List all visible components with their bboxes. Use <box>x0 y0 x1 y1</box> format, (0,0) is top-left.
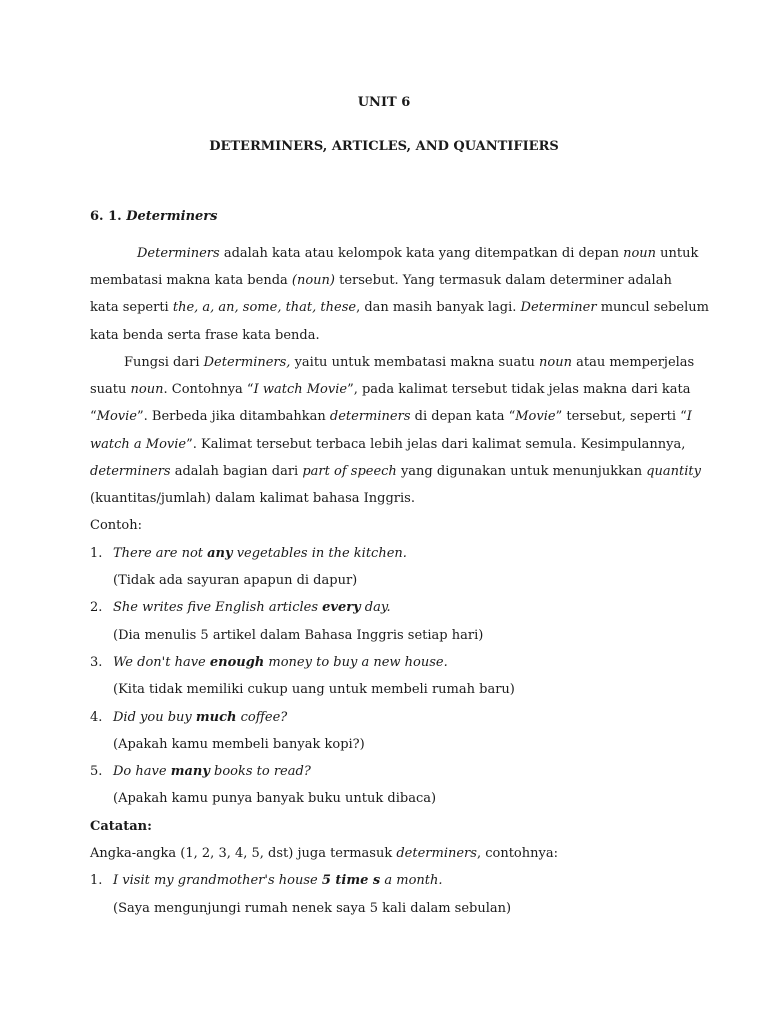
key-determiner: much <box>195 710 237 725</box>
text: tersebut. Yang termasuk dalam determiner adalah <box>335 273 672 288</box>
example-translation: (Tidak ada sayuran apapun di dapur) <box>113 573 358 588</box>
catatan-intro <box>90 847 558 860</box>
paragraph-2-line-6: (kuantitas/jumlah) dalam kalimat bahasa Inggris. <box>90 491 415 506</box>
paragraph-1-line-4: kata benda serta frase kata benda. <box>90 328 320 343</box>
text: adalah bagian dari <box>170 464 303 479</box>
term: I watch Movie <box>253 382 348 397</box>
item-number: 4. <box>90 710 103 725</box>
item-number: 2. <box>90 600 103 615</box>
term: determiners <box>329 409 411 424</box>
text: day. <box>360 600 391 615</box>
section-number: 6. 1. <box>90 209 122 224</box>
term: Determiners, <box>203 355 291 370</box>
text: Angka-angka (1, 2, 3, 4, 5, dst) juga termasuk <box>90 846 397 861</box>
catatan-label: Catatan: <box>90 819 152 834</box>
paragraph-1-line-3 <box>90 300 709 315</box>
text: There are not <box>113 546 208 561</box>
text: , dan masih banyak lagi. <box>356 300 521 315</box>
paragraph-2-line-1 <box>124 356 694 369</box>
example-translation: (Apakah kamu punya banyak buku untuk dibaca) <box>113 791 437 806</box>
key-determiner: any <box>207 546 233 561</box>
text: She writes five English articles <box>113 600 323 615</box>
example-translation: (Dia menulis 5 artikel dalam Bahasa Inggris setiap hari) <box>113 628 484 643</box>
paragraph-2-line-2 <box>90 383 690 396</box>
term: Movie <box>96 409 137 424</box>
example-sentence <box>113 711 287 724</box>
term: noun <box>623 246 657 261</box>
text: ”, pada kalimat tersebut tidak jelas makna dari kata <box>347 382 691 397</box>
text: vegetables in the kitchen. <box>232 546 407 561</box>
term: part of speech <box>302 464 397 479</box>
text: coffee? <box>236 710 288 725</box>
text: di depan kata “ <box>410 409 516 424</box>
text: muncul sebelum <box>596 300 709 315</box>
text: a month. <box>380 873 443 888</box>
text: ” tersebut, seperti “ <box>555 409 687 424</box>
text: yang digunakan untuk menunjukkan <box>396 464 647 479</box>
text: suatu <box>90 382 131 397</box>
item-number: 1. <box>90 546 103 561</box>
key-determiner: every <box>322 600 361 615</box>
key-determiner: many <box>170 764 210 779</box>
example-sentence <box>113 601 391 614</box>
text: membatasi makna kata benda <box>90 273 292 288</box>
term: noun <box>539 355 572 370</box>
example-sentence <box>113 656 448 669</box>
term: determiners <box>90 464 171 479</box>
text: untuk <box>656 246 699 261</box>
text: I visit my grandmother's house <box>113 873 322 888</box>
text: . Contohnya “ <box>163 382 254 397</box>
text: “ <box>90 409 97 424</box>
text: atau memperjelas <box>571 355 695 370</box>
unit-heading: UNIT 6 <box>357 95 411 110</box>
text: ”. Kalimat tersebut terbaca lebih jelas dari kalimat semula. Kesimpulannya, <box>186 437 686 452</box>
text: , contohnya: <box>476 846 558 861</box>
paragraph-1-line-1 <box>137 246 699 261</box>
text: Did you buy <box>113 710 196 725</box>
paragraph-1-line-2 <box>90 274 678 287</box>
term: the, a, an, some, that, these <box>172 300 357 315</box>
term: Determiners <box>137 246 220 261</box>
term: Determiner <box>520 300 597 315</box>
text: Fungsi dari <box>124 355 204 370</box>
paragraph-2-line-4 <box>90 438 685 451</box>
text: yaitu untuk membatasi makna suatu <box>290 355 540 370</box>
term: I <box>686 409 692 424</box>
example-sentence <box>113 874 443 887</box>
term: watch a Movie <box>90 437 187 452</box>
paragraph-2-line-3 <box>90 410 692 423</box>
example-translation: (Kita tidak memiliki cukup uang untuk membeli rumah baru) <box>113 682 515 697</box>
example-translation: (Apakah kamu membeli banyak kopi?) <box>113 737 365 752</box>
item-number: 1. <box>90 873 103 888</box>
section-heading <box>90 210 217 223</box>
term: (noun) <box>291 273 335 288</box>
text: ”. Berbeda jika ditambahkan <box>137 409 330 424</box>
text: We don't have <box>113 655 210 670</box>
text: money to buy a new house. <box>264 655 448 670</box>
page-title: DETERMINERS, ARTICLES, AND QUANTIFIERS <box>209 139 559 154</box>
term: noun <box>130 382 164 397</box>
term: Movie <box>515 409 556 424</box>
example-sentence <box>113 765 311 778</box>
text: Do have <box>113 764 171 779</box>
paragraph-2-line-5 <box>90 465 701 478</box>
section-name: Determiners <box>126 209 218 224</box>
term: quantity <box>646 464 701 479</box>
example-sentence <box>113 547 407 560</box>
text: books to read? <box>209 764 311 779</box>
contoh-label: Contoh: <box>90 518 142 533</box>
example-translation: (Saya mengunjungi rumah nenek saya 5 kali dalam sebulan) <box>113 901 512 916</box>
item-number: 3. <box>90 655 103 670</box>
text: kata seperti <box>90 300 173 315</box>
key-determiner: enough <box>209 655 265 670</box>
text: adalah kata atau kelompok kata yang ditempatkan di depan <box>219 246 624 261</box>
key-determiner: 5 time s <box>321 873 381 888</box>
item-number: 5. <box>90 764 103 779</box>
term: determiners <box>396 846 477 861</box>
